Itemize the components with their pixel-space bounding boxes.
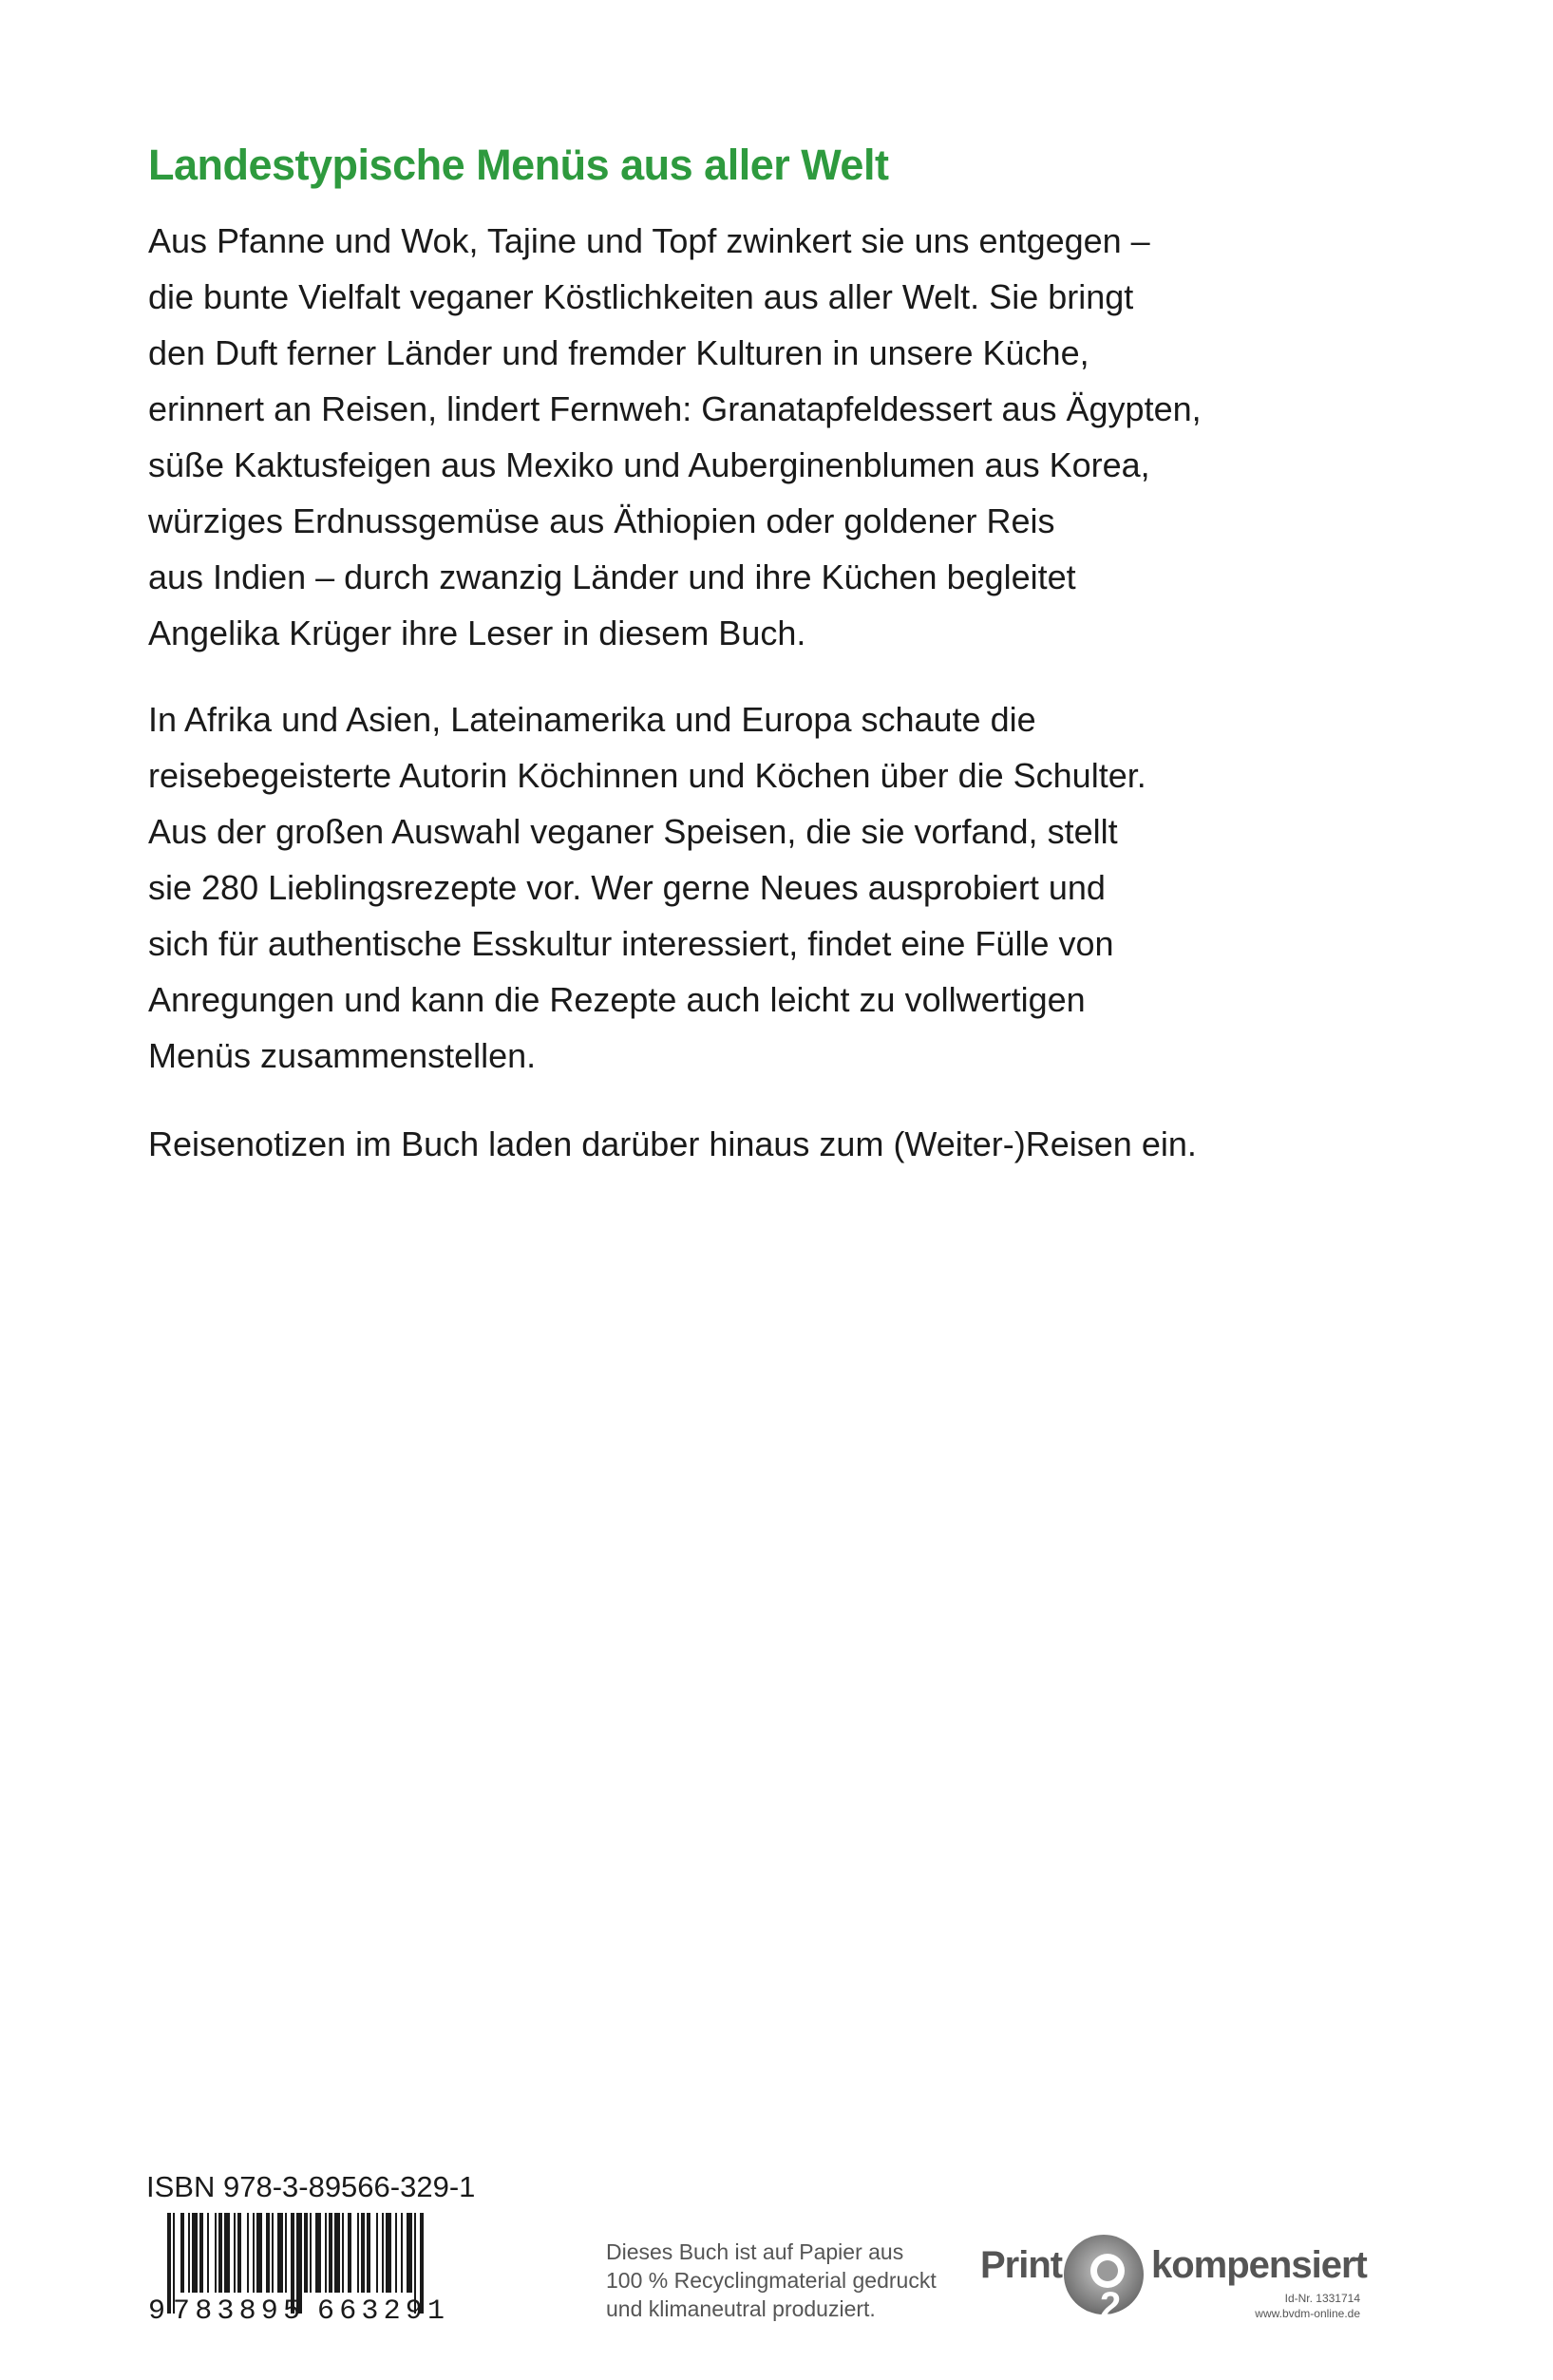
notice-line: Dieses Buch ist auf Papier aus <box>606 2239 904 2264</box>
barcode-bar <box>266 2213 270 2293</box>
text-line: Reisenotizen im Buch laden darüber hinaus zum (Weiter-)Reisen ein. <box>148 1124 1197 1163</box>
barcode-bar <box>180 2213 184 2293</box>
text-line: In Afrika und Asien, Lateinamerika und Europa schaute die <box>148 700 1036 739</box>
barcode-bar <box>207 2213 209 2293</box>
barcode-bar <box>342 2213 344 2293</box>
text-line: sie 280 Lieblingsrezepte vor. Wer gerne Neues ausprobiert und <box>148 868 1106 907</box>
paragraph-travel-notes <box>148 1116 1383 1172</box>
text-line: aus Indien – durch zwanzig Länder und ihre Küchen begleitet <box>148 557 1076 596</box>
barcode-bar <box>285 2213 287 2293</box>
page-title: Landestypische Menüs aus aller Welt <box>148 141 889 189</box>
barcode-bar <box>224 2213 230 2293</box>
barcode-bar <box>253 2213 255 2293</box>
barcode-bar <box>247 2213 249 2293</box>
co2-circle-icon <box>1056 2227 1161 2332</box>
barcode-bar <box>192 2213 198 2293</box>
text-line: den Duft ferner Länder und fremder Kulturen in unsere Küche, <box>148 333 1089 372</box>
co2-subscript: 2 <box>1100 2285 1122 2327</box>
text-line: sich für authentische Esskultur interessiert, findet eine Fülle von <box>148 924 1114 963</box>
barcode-bar <box>348 2213 351 2293</box>
barcode-bar <box>357 2213 359 2293</box>
barcode-bar <box>256 2213 262 2293</box>
barcode-bar <box>188 2213 190 2293</box>
text-line: die bunte Vielfalt veganer Köstlichkeiten aus aller Welt. Sie bringt <box>148 277 1134 316</box>
notice-line: 100 % Recyclingmaterial gedruckt <box>606 2268 937 2293</box>
barcode-bar <box>367 2213 370 2293</box>
barcode-bar <box>277 2213 283 2293</box>
paragraph-author <box>148 691 1383 1084</box>
barcode-bar <box>234 2213 236 2293</box>
barcode-bar <box>386 2213 391 2293</box>
text-line: Anregungen und kann die Rezepte auch leicht zu vollwertigen <box>148 980 1086 1019</box>
barcode-digits-right: 663291 <box>317 2295 445 2321</box>
logo-print-text: Print <box>980 2244 1063 2286</box>
barcode-digits-left: 783895 <box>173 2295 300 2321</box>
logo-website: www.bvdm-online.de <box>1255 2307 1360 2320</box>
text-line: Aus Pfanne und Wok, Tajine und Topf zwinkert sie uns entgegen – <box>148 221 1150 260</box>
barcode-bar <box>407 2213 412 2293</box>
barcode-bar <box>304 2213 308 2293</box>
barcode-bar <box>237 2213 241 2293</box>
barcode-bar <box>329 2213 332 2293</box>
isbn-barcode <box>146 2213 469 2321</box>
barcode-digit-lead: 9 <box>148 2295 166 2321</box>
text-line: Aus der großen Auswahl veganer Speisen, die sie vorfand, stellt <box>148 812 1118 851</box>
barcode-bar <box>401 2213 403 2293</box>
text-line: würziges Erdnussgemüse aus Äthiopien oder goldener Reis <box>148 501 1055 540</box>
barcode-bar <box>215 2213 217 2293</box>
logo-kompensiert-text: kompensiert <box>1151 2244 1367 2286</box>
recycling-notice <box>606 2238 937 2323</box>
barcode-bar <box>361 2213 365 2293</box>
barcode-bar <box>382 2213 384 2293</box>
barcode-bar <box>325 2213 327 2293</box>
barcode-bar <box>199 2213 203 2293</box>
barcode-bar <box>376 2213 378 2293</box>
isbn-number: ISBN 978-3-89566-329-1 <box>146 2170 476 2203</box>
text-line: süße Kaktusfeigen aus Mexiko und Auberginenblumen aus Korea, <box>148 445 1150 484</box>
barcode-bar <box>310 2213 312 2293</box>
barcode-bar <box>272 2213 274 2293</box>
barcode-bar <box>315 2213 321 2293</box>
logo-id-number: Id-Nr. 1331714 <box>1284 2292 1360 2305</box>
barcode-bar <box>395 2213 397 2293</box>
notice-line: und klimaneutral produziert. <box>606 2296 876 2321</box>
barcode-bar <box>218 2213 222 2293</box>
paragraph-intro <box>148 213 1383 661</box>
text-line: Menüs zusammenstellen. <box>148 1036 537 1075</box>
text-line: Angelika Krüger ihre Leser in diesem Buch. <box>148 614 806 652</box>
text-line: reisebegeisterte Autorin Köchinnen und Köchen über die Schulter. <box>148 756 1146 795</box>
barcode-bar <box>334 2213 340 2293</box>
climate-neutral-logo <box>980 2218 1367 2327</box>
barcode-bar <box>167 2213 171 2314</box>
text-line: erinnert an Reisen, lindert Fernweh: Granatapfeldessert aus Ägypten, <box>148 389 1202 428</box>
